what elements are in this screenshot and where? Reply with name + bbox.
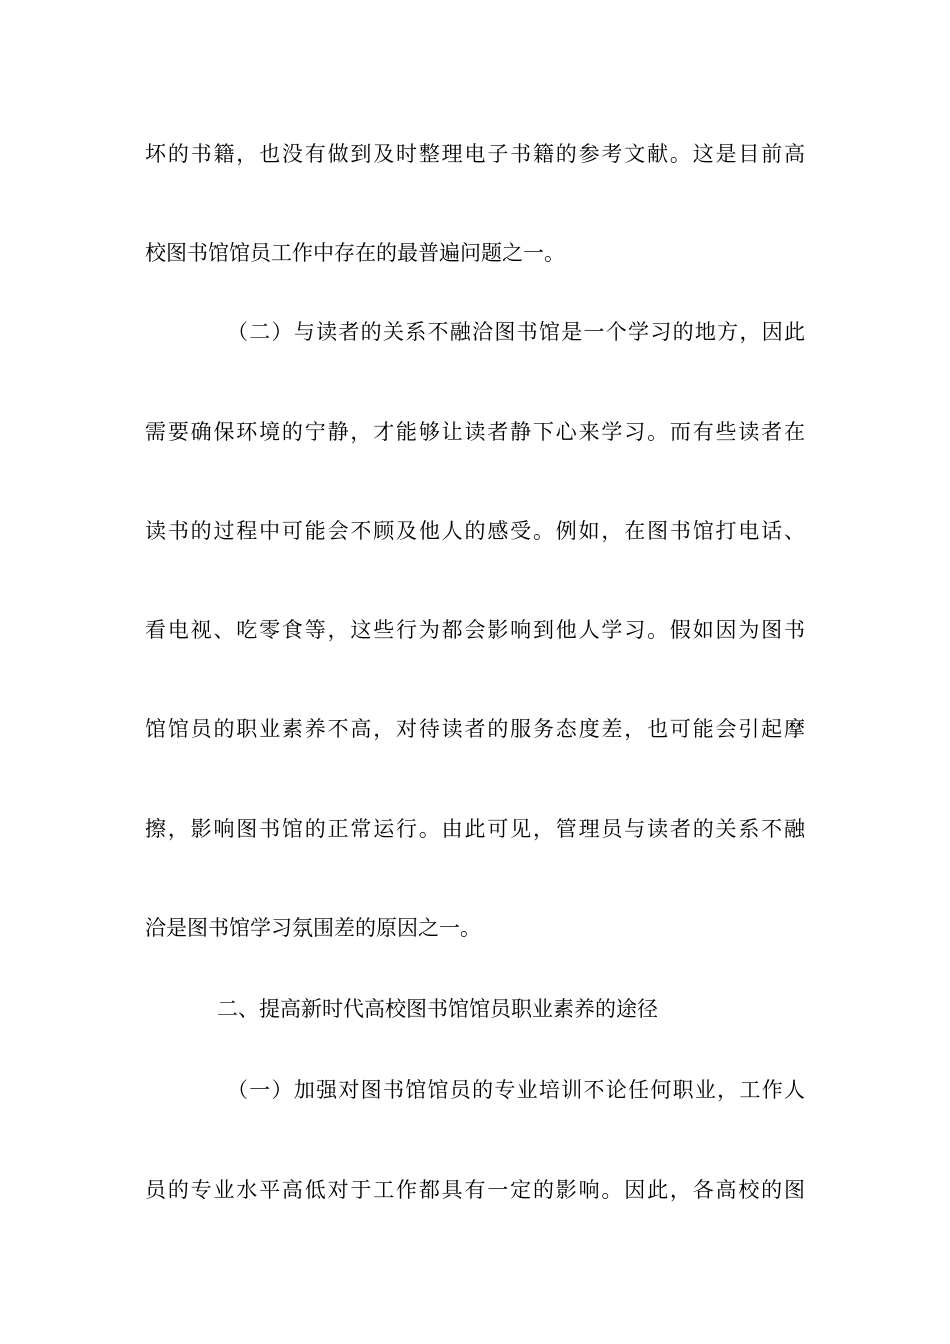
paragraph-line-4: 需要确保环境的宁静，才能够让读者静下心来学习。而有些读者在 [145,420,805,444]
paragraph-line-5: 读书的过程中可能会不顾及他人的感受。例如，在图书馆打电话、 [145,519,805,543]
paragraph-line-7: 馆馆员的职业素养不高，对待读者的服务态度差，也可能会引起摩 [145,717,805,741]
paragraph-line-8: 擦，影响图书馆的正常运行。由此可见，管理员与读者的关系不融 [145,817,805,841]
paragraph-line-1: 坏的书籍，也没有做到及时整理电子书籍的参考文献。这是目前高 [145,142,805,166]
paragraph-line-2: 校图书馆馆员工作中存在的最普遍问题之一。 [145,241,565,265]
paragraph-line-9: 洽是图书馆学习氛围差的原因之一。 [145,916,481,940]
subsection-heading-1: （一）加强对图书馆馆员的专业培训不论任何职业，工作人 [227,1078,805,1102]
section-heading: 二、提高新时代高校图书馆馆员职业素养的途径 [217,997,658,1021]
paragraph-line-12: 员的专业水平高低对于工作都具有一定的影响。因此，各高校的图 [145,1178,805,1202]
paragraph-line-6: 看电视、吃零食等，这些行为都会影响到他人学习。假如因为图书 [145,618,805,642]
subsection-heading-2: （二）与读者的关系不融洽图书馆是一个学习的地方，因此 [227,320,805,344]
